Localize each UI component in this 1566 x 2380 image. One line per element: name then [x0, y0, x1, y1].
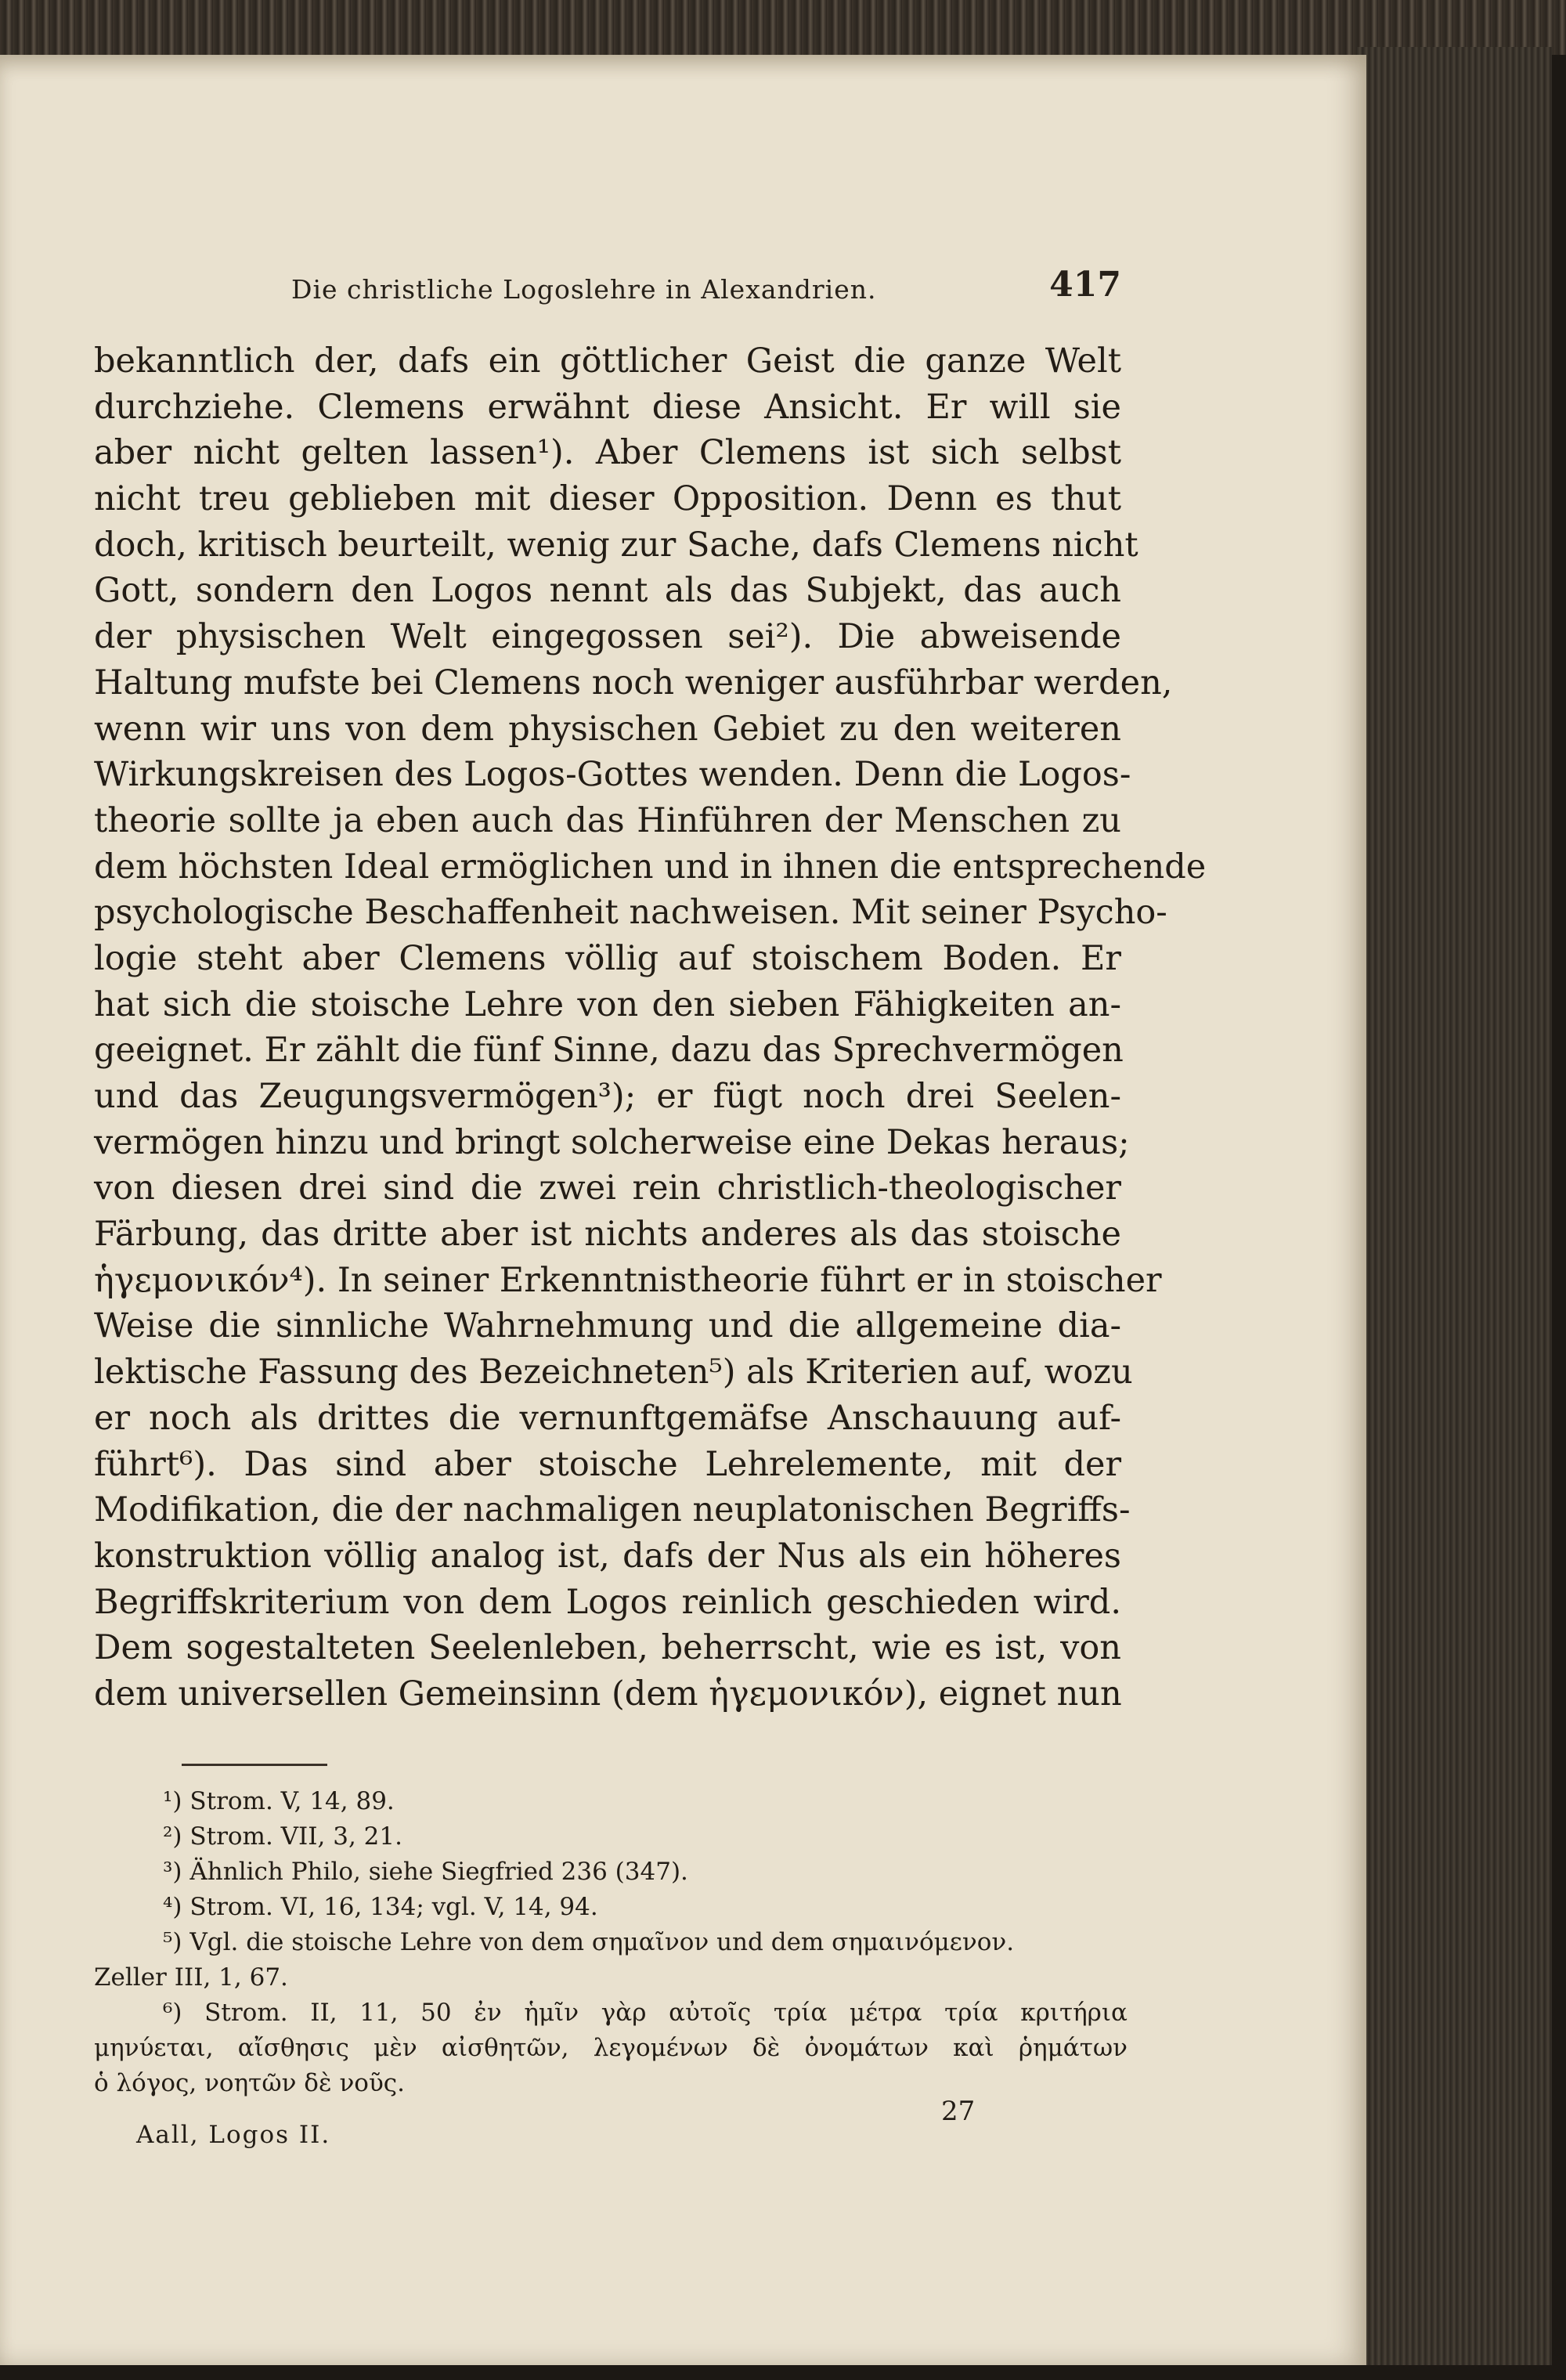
text-line: dem höchsten Ideal ermöglichen und in ihnen die entsprechende: [94, 847, 1207, 887]
signature-mark: 27: [941, 2096, 976, 2127]
text-line: geeignet. Er zählt die fünf Sinne, dazu das Sprechvermögen: [94, 1031, 1124, 1071]
text-line: von diesen drei sind die zwei rein christlich-theologischer: [94, 1168, 1121, 1208]
footnote: ²) Strom. VII, 3, 21.: [163, 1822, 402, 1851]
text-line: Wirkungskreisen des Logos-Gottes wenden. Denn die Logos-: [94, 755, 1131, 795]
text-line: vermögen hinzu und bringt solcherweise eine Dekas heraus;: [94, 1122, 1130, 1162]
text-line: ἡγεμονικόν⁴). In seiner Erkenntnistheorie führt er in stoischer: [94, 1260, 1162, 1300]
text-line: theorie sollte ja eben auch das Hinführen der Menschen zu: [94, 800, 1121, 840]
text-line: dem universellen Gemeinsinn (dem ἡγεμονικόν), eignet nun: [94, 1674, 1122, 1714]
text-line: lektische Fassung des Bezeichneten⁵) als Kriterien auf, wozu: [94, 1353, 1133, 1392]
text-line: und das Zeugungsvermögen³); er fügt noch drei Seelen-: [94, 1077, 1121, 1116]
book-page: [0, 55, 1366, 2365]
text-line: wenn wir uns von dem physischen Gebiet zu den weiteren: [94, 709, 1121, 749]
page-header: [291, 265, 1121, 315]
page-number: 417: [1049, 265, 1121, 305]
text-line: Gott, sondern den Logos nennt als das Subjekt, das auch: [94, 571, 1121, 611]
text-line: Haltung mufste bei Clemens noch weniger ausführbar werden,: [94, 663, 1173, 702]
text-line: Weise die sinnliche Wahrnehmung und die allgemeine dia-: [94, 1306, 1121, 1346]
text-line: doch, kritisch beurteilt, wenig zur Sache, dafs Clemens nicht: [94, 525, 1138, 565]
text-line: der physischen Welt eingegossen sei²). Die abweisende: [94, 617, 1121, 657]
main-text: [94, 338, 1207, 1717]
footnote: ⁵) Vgl. die stoische Lehre von dem σημαῖνον und dem σημαινόμενον.: [163, 1928, 1015, 1956]
text-line: führt⁶). Das sind aber stoische Lehrelemente, mit der: [94, 1444, 1121, 1484]
footnote-divider: [182, 1764, 327, 1766]
text-line: nicht treu geblieben mit dieser Opposition. Denn es thut: [94, 479, 1121, 519]
text-line: Begriffskriterium von dem Logos reinlich geschieden wird.: [94, 1582, 1121, 1622]
footnote: ¹) Strom. V, 14, 89.: [163, 1787, 395, 1815]
running-head: Die christliche Logoslehre in Alexandrien.: [291, 274, 877, 305]
text-line: Dem sogestalteten Seelenleben, beherrscht, wie es ist, von: [94, 1628, 1121, 1668]
book-cover-edge: [0, 0, 1566, 55]
text-line: durchziehe. Clemens erwähnt diese Ansicht. Er will sie: [94, 387, 1121, 427]
page-footer: [94, 2096, 987, 2157]
text-line: konstruktion völlig analog ist, dafs der Nus als ein höheres: [94, 1536, 1121, 1576]
footnote: ὁ λόγος, νοητῶν δὲ νοῦς.: [94, 2069, 406, 2097]
text-line: Modifikation, die der nachmaligen neuplatonischen Begriffs-: [94, 1490, 1131, 1530]
footnote: ⁴) Strom. VI, 16, 134; vgl. V, 14, 94.: [163, 1893, 598, 1921]
footnote: ⁶) Strom. II, 11, 50 ἐν ἡμῖν γὰρ αὐτοῖς τρία μέτρα τρία κριτήρια: [163, 1999, 1128, 2027]
book-title-footer: Aall, Logos II.: [136, 2121, 331, 2149]
text-line: psychologische Beschaffenheit nachweisen. Mit seiner Psycho-: [94, 893, 1167, 933]
text-line: aber nicht gelten lassen¹). Aber Clemens ist sich selbst: [94, 433, 1121, 473]
footnote: μηνύεται, αἴσθησις μὲν αἰσθητῶν, λεγομένων δὲ ὀνομάτων καὶ ῥημάτων: [94, 2034, 1128, 2062]
page-stack-edge: [1356, 47, 1552, 2365]
footnote: Zeller III, 1, 67.: [94, 1963, 288, 1992]
text-line: bekanntlich der, dafs ein göttlicher Geist die ganze Welt: [94, 341, 1121, 381]
footnote: ³) Ähnlich Philo, siehe Siegfried 236 (347).: [163, 1858, 688, 1886]
text-line: hat sich die stoische Lehre von den sieben Fähigkeiten an-: [94, 984, 1121, 1024]
footnotes: [94, 1784, 1128, 2101]
text-line: logie steht aber Clemens völlig auf stoischem Boden. Er: [94, 938, 1121, 978]
text-line: Färbung, das dritte aber ist nichts anderes als das stoische: [94, 1215, 1121, 1255]
text-line: er noch als drittes die vernunftgemäfse Anschauung auf-: [94, 1398, 1121, 1438]
